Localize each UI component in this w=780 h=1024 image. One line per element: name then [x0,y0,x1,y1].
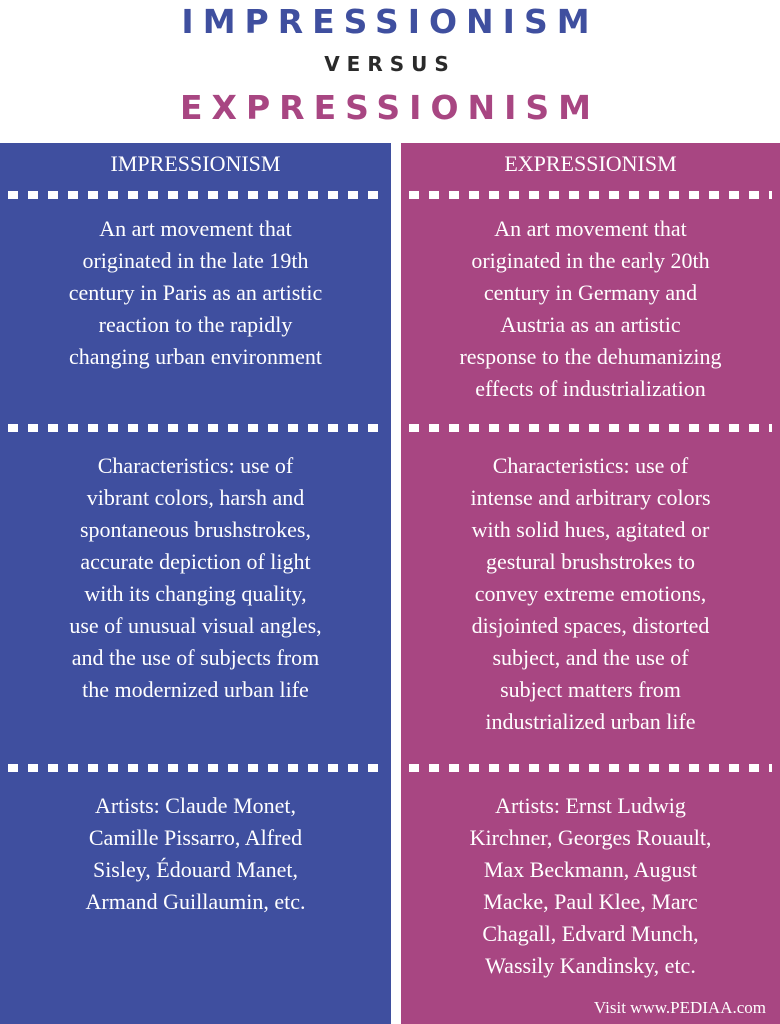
expressionism-column [401,143,780,1024]
divider [8,424,383,432]
expressionism-definition: An art movement that originated in the early 20th century in Germany and Austria as an artistic response to the dehumanizing effects of industrialization [459,216,722,401]
title-impressionism: IMPRESSIONISM [181,2,599,41]
impressionism-definition: An art movement that originated in the late 19th century in Paris as an artistic reaction to the rapidly changing urban environment [68,216,323,369]
divider [409,764,772,772]
divider [409,424,772,432]
impressionism-artists: Artists: Claude Monet, Camille Pissarro, Alfred Sisley, Édouard Manet, Armand Guillaumin, etc. [85,793,306,914]
footer-credit: Visit www.PEDIAA.com [593,998,766,1017]
expressionism-characteristics: Characteristics: use of intense and arbitrary colors with solid hues, agitated or gestural brushstrokes to convey extreme emotions, disjointed spaces, distorted subject, and the use of subject matters from industrialized urban life [470,453,711,734]
impressionism-header: IMPRESSIONISM [110,151,281,176]
divider [409,191,772,199]
page-title [0,0,780,142]
impressionism-column [0,143,391,1024]
divider [8,191,383,199]
expressionism-artists: Artists: Ernst Ludwig Kirchner, Georges Rouault, Max Beckmann, August Macke, Paul Klee, Marc Chagall, Edvard Munch, Wassily Kandinsky, etc. [469,793,712,978]
expressionism-header: EXPRESSIONISM [504,151,677,176]
impressionism-characteristics: Characteristics: use of vibrant colors, harsh and spontaneous brushstrokes, accurate depiction of light with its changing quality, use of unusual visual angles, and the use of subjects from the modernized urban life [69,453,322,702]
title-versus: VERSUS [324,52,456,76]
divider [8,764,383,772]
title-expressionism: EXPRESSIONISM [179,88,600,127]
